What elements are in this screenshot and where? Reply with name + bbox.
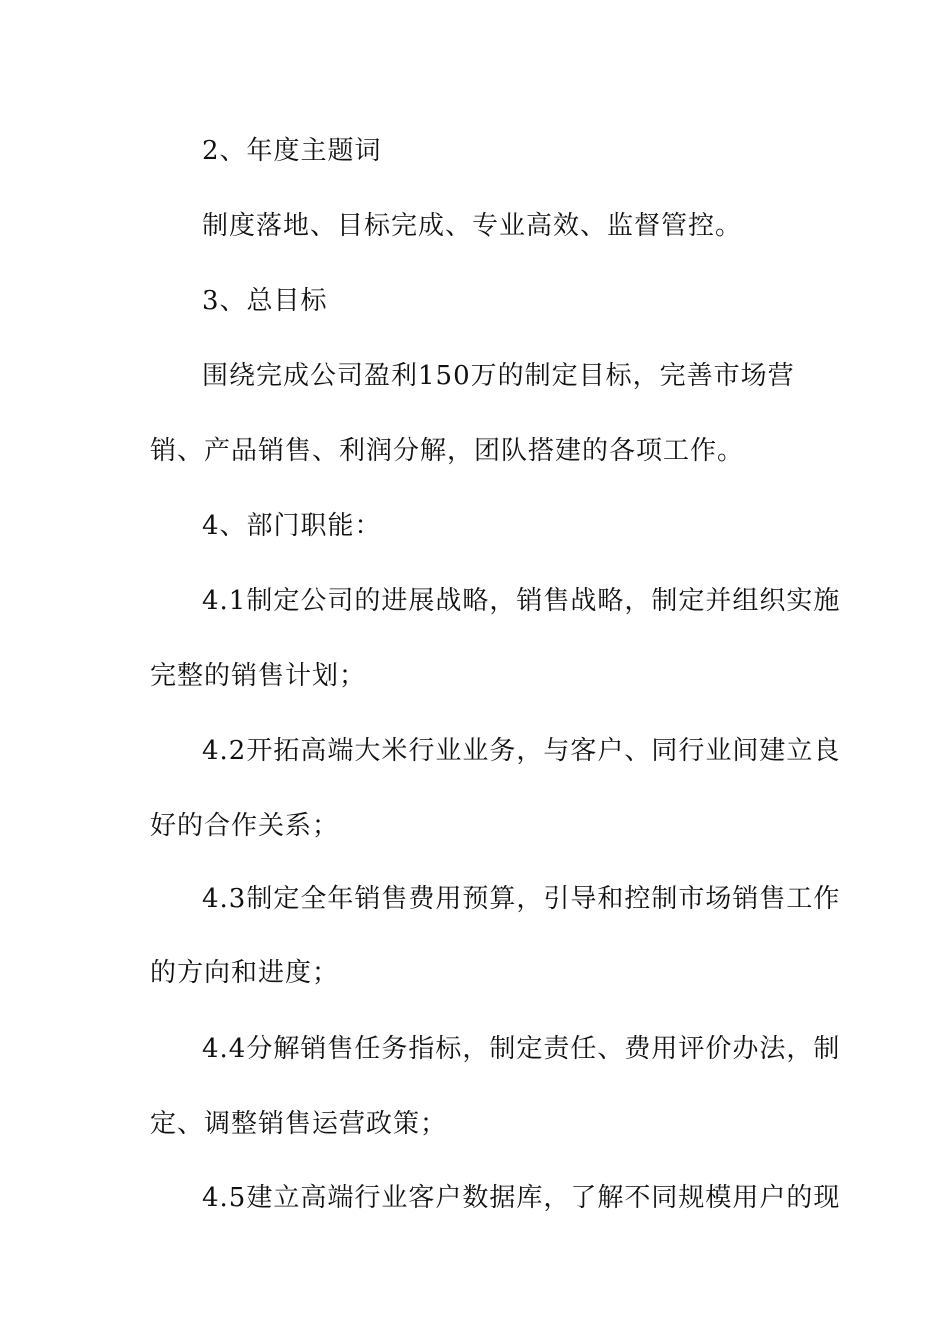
paragraph-line: 制度落地、目标完成、专业高效、监督管控。: [202, 211, 743, 241]
section-heading-annual-theme: 2、年度主题词: [202, 136, 382, 166]
paragraph-line: 4.1制定公司的进展战略，销售战略，制定并组织实施: [202, 586, 841, 616]
paragraph-line: 好的合作关系；: [150, 811, 340, 841]
paragraph-line: 4.3制定全年销售费用预算，引导和控制市场销售工作: [202, 884, 841, 914]
paragraph-line: 完整的销售计划；: [150, 661, 367, 691]
paragraph-line: 的方向和进度；: [150, 958, 340, 988]
paragraph-line: 围绕完成公司盈利150万的制定目标，完善市场营: [202, 361, 795, 391]
paragraph-line: 定、调整销售运营政策；: [150, 1109, 448, 1139]
section-heading-overall-goal: 3、总目标: [202, 286, 328, 316]
paragraph-line: 4.4分解销售任务指标，制定责任、费用评价办法，制: [202, 1034, 841, 1064]
paragraph-line: 4.2开拓高端大米行业业务，与客户、同行业间建立良: [202, 736, 841, 766]
paragraph-line: 4.5建立高端行业客户数据库，了解不同规模用户的现: [202, 1183, 841, 1213]
paragraph-line: 销、产品销售、利润分解，团队搭建的各项工作。: [150, 436, 745, 466]
section-heading-department-functions: 4、部门职能：: [202, 511, 382, 541]
